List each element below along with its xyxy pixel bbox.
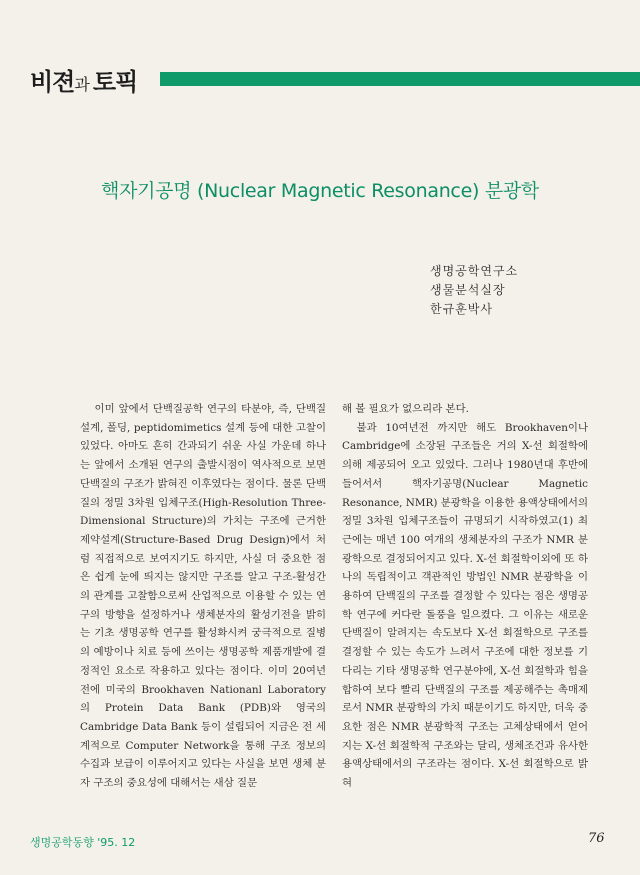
section-label-part-2: 과: [74, 75, 93, 94]
section-accent-bar: [160, 72, 640, 86]
page-number: 76: [588, 831, 605, 846]
author-position: 생물분석실장: [430, 283, 506, 297]
body-paragraph-continued: 해 볼 필요가 없으리라 본다.: [342, 403, 469, 415]
body-column-right: [342, 400, 588, 793]
footer-source: 생명공학동향 '95. 12: [30, 836, 136, 849]
section-label: [30, 62, 137, 97]
body-paragraph: 이미 앞에서 단백질공학 연구의 타분야, 즉, 단백질 설계, 폴딩, peptidomimetics 설계 등에 대한 고찰이 있었다. 아마도 흔히 간과되기 쉬운 사실 가운데 하나는 앞에서 소개된 연구의 출발시점이 역사적으로 보면 단백질의 구조가 밝혀진 이후였다는 점이다. 물론 단백질의 정밀 3차원 입체구조(High-Resolution Three-Dimensional Structure)의 가치는 구조에 근거한 제약설계(Structure-Based Drug Design)에서 처럼 직접적으로 보여지기도 하지만, 사실 더 중요한 점은 쉽게 눈에 띄지는 않지만 구조를 알고 구조-활성간의 관계를 고찰함으로써 산업적으로 이용할 수 있는 연구의 방향을 설정하거나 생체분자의 활성기전을 밝히는 기초 생명공학 연구를 활성화시켜 궁극적으로 질병의 예방이나 치료 등에 쓰이는 생명공학 제품개발에 결정적인 요소로 작용하고 있다는 점이다. 이미 20여년 전에 미국의 Brookhaven Nationanl Laboratory의 Protein Data Bank (PDB)와 영국의 Cambridge Data Bank 등이 설립되어 지금은 전 세계적으로 Computer Network을 통해 구조 정보의 수집과 보급이 이루어지고 있다는 사실을 보면 생체 분자 구조의 중요성에 대해서는 새삼 질문: [80, 403, 326, 790]
article-title: 핵자기공명 (Nuclear Magnetic Resonance) 분광학: [101, 180, 539, 202]
author-block: [430, 262, 560, 319]
author-name: 한규훈박사: [430, 302, 493, 316]
body-paragraph: 불과 10여년전 까지만 해도 Brookhaven이나 Cambridge에 소장된 구조들은 거의 X-선 회절학에 의해 제공되어 오고 있었다. 그러나 1980년대 후반에 들어서서 핵자기공명(Nuclear Magnetic Resonance, NMR) 분광학을 이용한 용액상태에서의 정밀 3차원 입체구조들이 규명되기 시작하였고(1) 최근에는 매년 100 여개의 생체분자의 구조가 NMR 분광학으로 결정되어지고 있다. X-선 회절학이외에 또 하나의 독립적이고 객관적인 방법인 NMR 분광학을 이용하여 단백질의 구조를 결정할 수 있다는 점은 생명공학 연구에 커다란 돌풍을 일으켰다. 그 이유는 새로운 단백질이 알려지는 속도보다 X-선 회절학으로 구조를 결정할 수 있는 속도가 느려서 구조에 대한 정보를 기다리는 기타 생명공학 연구분야에, X-선 회절학과 힘을 합하여 보다 빨리 단백질의 구조를 제공해주는 촉매제로서 NMR 분광학의 가치 때문이기도 하지만, 더욱 중요한 점은 NMR 분광학적 구조는 고체상태에서 얻어지는 X-선 회절학적 구조와는 달리, 생체조건과 유사한 용액상태에서의 구조라는 점이다. X-선 회절학으로 밝혀: [342, 421, 588, 790]
section-label-part-3: 토픽: [92, 68, 138, 96]
section-label-part-1: 비젼: [30, 68, 75, 96]
section-header: [30, 60, 630, 96]
author-institute: 생명공학연구소: [430, 264, 519, 278]
body-column-left: [80, 400, 326, 793]
